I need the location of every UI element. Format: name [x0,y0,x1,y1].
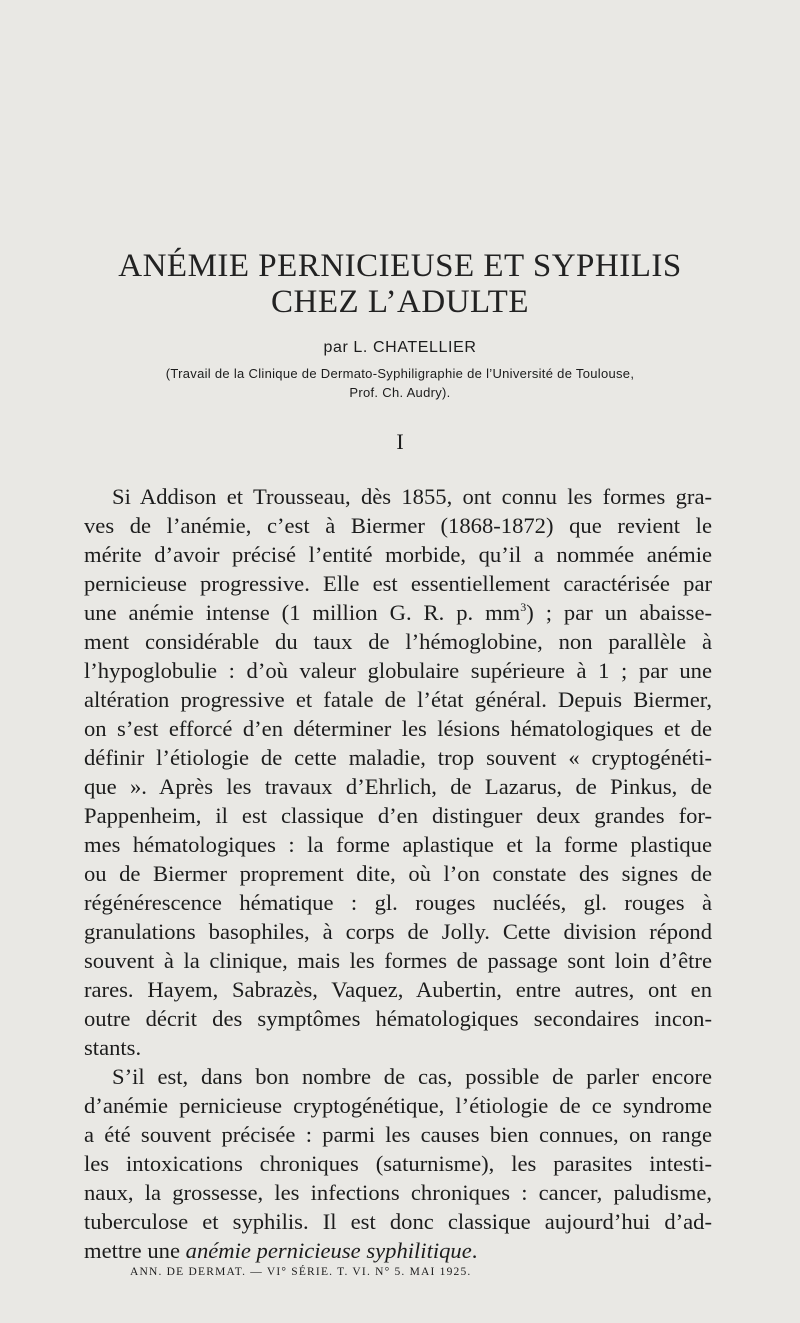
body-line: naux, la grossesse, les infections chroniques : cancer, paludisme, [84,1180,712,1205]
body-line-text: mettre une [84,1238,186,1263]
author-byline: par L. CHATELLIER [323,339,477,356]
body-line-tail: ) ; par un abaisse- [526,600,712,625]
body-line: ves de l’anémie, c’est à Biermer (1868-1872) que revient le [84,513,712,538]
body-line: l’hypoglobulie : d’où valeur globulaire supérieure à 1 ; par une [84,658,712,683]
body-line: d’anémie pernicieuse cryptogénétique, l’étiologie de ce syndrome [84,1093,712,1118]
body-line: définir l’étiologie de cette maladie, trop souvent « cryptogénéti- [84,745,712,770]
body-line: souvent à la clinique, mais les formes de passage sont loin d’être [84,948,712,973]
body-line: granulations basophiles, à corps de Jolly. Cette division répond [84,919,712,944]
section-number: I [396,429,404,454]
body-line: pernicieuse progressive. Elle est essentiellement caractérisée par [84,571,712,596]
body-line: ment considérable du taux de l’hémoglobine, non parallèle à [84,629,712,654]
superscript: 3 [520,600,527,614]
body-line: a été souvent précisée : parmi les causes bien connues, on range [84,1122,712,1147]
body-line: mérite d’avoir précisé l’entité morbide, qu’il a nommée anémie [84,542,712,567]
body-line: on s’est efforcé d’en déterminer les lésions hématologiques et de [84,716,712,741]
body-line-tail: . [471,1238,478,1263]
body-line-text: une anémie intense (1 million G. R. p. mm [84,600,521,625]
journal-footer: ANN. DE DERMAT. — VI° SÉRIE. T. VI. N° 5. MAI 1925. [130,1266,472,1278]
body-line: ou de Biermer proprement dite, où l’on constate des signes de [84,861,712,886]
body-line: stants. [84,1035,142,1060]
affiliation-line-2: Prof. Ch. Audry). [349,385,451,400]
body-line: S’il est, dans bon nombre de cas, possible de parler encore [112,1064,712,1089]
body-line: régénérescence hématique : gl. rouges nucléés, gl. rouges à [84,890,712,915]
affiliation-line-1: (Travail de la Clinique de Dermato-Syphiligraphie de l’Université de Toulouse, [165,366,635,381]
body-line: Pappenheim, il est classique d’en distinguer deux grandes for- [84,803,712,828]
body-line: Si Addison et Trousseau, dès 1855, ont connu les formes gra- [112,484,712,509]
body-line: mes hématologiques : la forme aplastique et la forme plastique [84,832,712,857]
body-line [84,1236,712,1265]
article-title-line-2: CHEZ L’ADULTE [271,284,529,320]
body-line: rares. Hayem, Sabrazès, Vaquez, Aubertin, entre autres, ont en [84,977,712,1002]
body-line: altération progressive et fatale de l’état général. Depuis Biermer, [84,687,712,712]
body-line: outre décrit des symptômes hématologiques secondaires incon- [84,1006,712,1031]
body-line [84,598,712,627]
body-line: tuberculose et syphilis. Il est donc classique aujourd’hui d’ad- [84,1209,712,1234]
body-line: que ». Après les travaux d’Ehrlich, de Lazarus, de Pinkus, de [84,774,712,799]
article-title-line-1: ANÉMIE PERNICIEUSE ET SYPHILIS [118,248,682,284]
italic-term: anémie pernicieuse syphilitique [185,1238,472,1263]
body-line: les intoxications chroniques (saturnisme), les parasites intesti- [84,1151,712,1176]
